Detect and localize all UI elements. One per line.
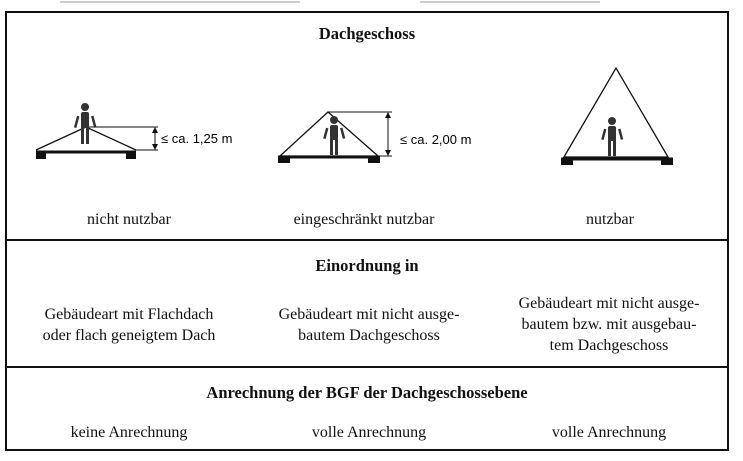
partial-roof-diagram [278,112,471,163]
classification-title: Einordnung in [315,256,419,275]
classification-col-1-line-2: oder flach geneigtem Dach [42,327,216,344]
person-icon-2 [323,116,345,155]
roof-diagrams [0,0,743,200]
person-icon-3 [601,117,623,156]
divider-2 [5,366,729,368]
classification-col-3-line-3: tem Dachgeschoss [549,337,669,354]
divider-1 [5,239,729,241]
classification-col-2 [254,304,484,346]
bgf-title: Anrechnung der BGF der Dachgeschossebene [206,383,528,402]
person-icon-1 [74,103,97,144]
classification-col-2-line-2: bautem Dachgeschoss [298,327,440,344]
usability-label-3: nutzbar [586,211,634,228]
classification-col-3 [494,293,724,356]
full-roof-diagram [561,68,673,165]
classification-col-1 [14,304,244,346]
usability-label-1: nicht nutzbar [87,211,171,228]
dimension-label-mid: ≤ ca. 2,00 m [400,132,472,147]
classification-col-3-line-1: Gebäudeart mit nicht ausge- [518,295,700,312]
usability-label-2: eingeschränkt nutzbar [293,211,435,228]
classification-col-3-line-2: bautem bzw. mit ausgebau- [521,316,697,333]
bgf-col-1: keine Anrechnung [70,424,188,441]
classification-col-2-line-1: Gebäudeart mit nicht ausge- [278,306,460,323]
bgf-col-3: volle Anrechnung [551,424,667,441]
bgf-col-2: volle Anrechnung [311,424,427,441]
dimension-label-low: ≤ ca. 1,25 m [161,131,233,146]
roof-section-title: Dachgeschoss [318,24,416,43]
flat-roof-diagram [36,103,232,159]
classification-col-1-line-1: Gebäudeart mit Flachdach [44,306,214,323]
